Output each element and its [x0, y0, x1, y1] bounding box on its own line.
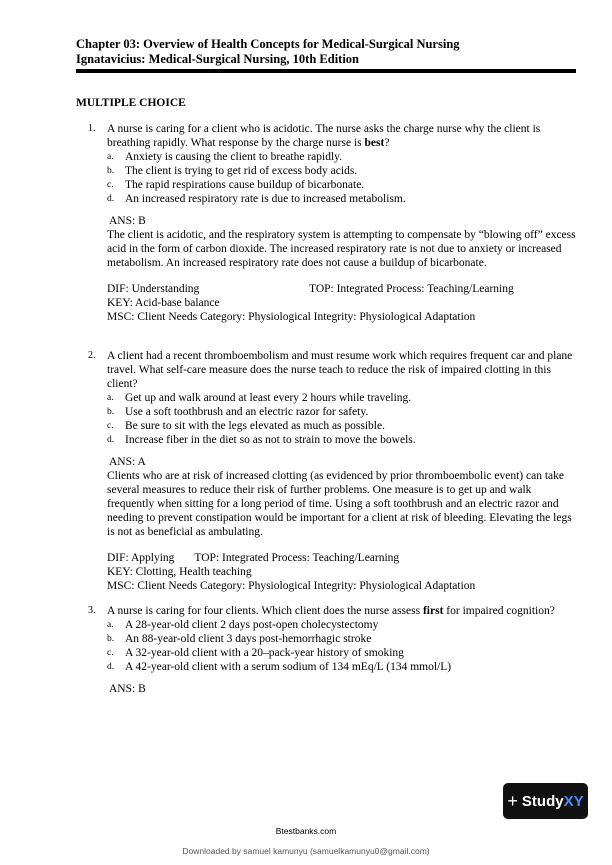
option-b: b. Use a soft toothbrush and an electric razor for safety. [107, 406, 369, 418]
question-metadata [107, 551, 576, 593]
question-3 [76, 604, 576, 696]
rationale: The client is acidotic, and the respiratory system is attempting to compensate by “blowing off” excess acid in the form of carbon dioxide. The increased respiratory rate is not due to anxiety or increased metabolism. An increased respiratory rate does not cause a buildup of bicarbonate. [107, 229, 576, 269]
question-number: 1. [88, 123, 96, 134]
msc: MSC: Client Needs Category: Physiological Integrity: Physiological Adaptation [107, 580, 476, 592]
chapter-header [76, 37, 576, 67]
question-number: 2. [88, 350, 96, 361]
option-c: c. Be sure to sit with the legs elevated as much as possible. [107, 420, 385, 432]
option-a: a. A 28-year-old client 2 days post-open cholecystectomy [107, 619, 379, 631]
difficulty: DIF: Applying [107, 552, 175, 564]
difficulty: DIF: Understanding [107, 283, 200, 295]
option-d: d. An increased respiratory rate is due to increased metabolism. [107, 193, 406, 205]
msc: MSC: Client Needs Category: Physiological Integrity: Physiological Adaptation [107, 311, 476, 323]
option-a: a. Get up and walk around at least every 2 hours while traveling. [107, 392, 412, 404]
topic: TOP: Integrated Process: Teaching/Learning [309, 283, 514, 295]
option-c: c. The rapid respirations cause buildup of bicarbonate. [107, 179, 365, 191]
rationale: Clients who are at risk of increased clotting (as evidenced by prior thromboembolic event) can take several measures to reduce their risk of further problems. One measure is to get up and walk frequently when sitting for a long period of time. Using a soft toothbrush and an electric razor and needing to prevent constipation would be important for a client at risk of bleeding. Elevating the legs is not as beneficial as ambulating. [107, 470, 572, 538]
answer: ANS: B [109, 683, 146, 695]
question-stem: A nurse is caring for four clients. Which client does the nurse assess first for impaired cognition? [107, 605, 555, 617]
option-a: a. Anxiety is causing the client to breathe rapidly. [107, 151, 343, 163]
footer-site: Btestbanks.com [275, 826, 337, 836]
key: KEY: Clotting, Health teaching [107, 566, 252, 578]
question-stem: A client had a recent thromboembolism and must resume work which requires frequent car and plane travel. What self-care measure does the nurse teach to reduce the risk of impaired clotting in this client? [107, 350, 573, 390]
footer-download-note: Downloaded by samuel kamunyu (samuelkamunyu0@gmail.com) [182, 846, 430, 856]
question-2 [76, 349, 576, 593]
plus-icon: + [507, 790, 518, 811]
question-number: 3. [88, 605, 96, 616]
book-title: Ignatavicius: Medical-Surgical Nursing, 10th Edition [76, 52, 360, 66]
question-stem: A nurse is caring for a client who is acidotic. The nurse asks the charge nurse why the client is breathing rapidly. What response by the charge nurse is best? [107, 123, 541, 149]
option-b: b. The client is trying to get rid of excess body acids. [107, 165, 358, 177]
key: KEY: Acid-base balance [107, 297, 220, 309]
option-d: d. A 42-year-old client with a serum sodium of 134 mEq/L (134 mmol/L) [107, 661, 452, 673]
question-metadata [107, 282, 576, 324]
answer: ANS: B [109, 215, 146, 227]
option-c: c. A 32-year-old client with a 20–pack-year history of smoking [107, 647, 404, 659]
option-b: b. An 88-year-old client 3 days post-hemorrhagic stroke [107, 633, 372, 645]
header-rule [76, 69, 576, 73]
chapter-title: Chapter 03: Overview of Health Concepts for Medical-Surgical Nursing [76, 37, 460, 51]
studyxy-logo[interactable]: + Study XY [503, 783, 588, 819]
question-1 [76, 122, 576, 324]
section-title: MULTIPLE CHOICE [76, 97, 186, 109]
option-d: d. Increase fiber in the diet so as not to strain to move the bowels. [107, 434, 416, 446]
answer: ANS: A [109, 456, 146, 468]
topic: TOP: Integrated Process: Teaching/Learning [194, 552, 400, 564]
